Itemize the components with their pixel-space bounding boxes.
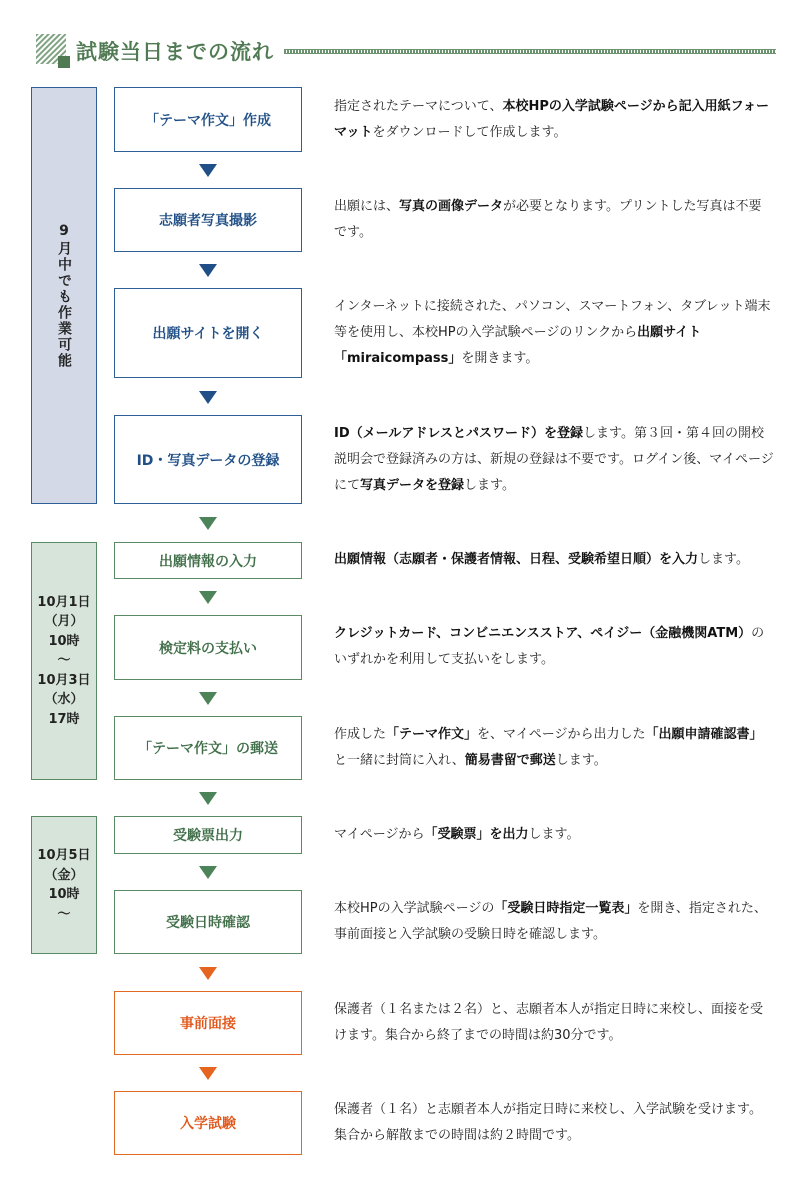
description-emphasis: 「出願申請確認書」 bbox=[645, 727, 763, 742]
description-text: します。 bbox=[464, 478, 515, 493]
down-arrow-icon bbox=[199, 692, 217, 705]
description-emphasis: 本校HPの入学試験ページから記入用紙フォーマット bbox=[334, 99, 769, 140]
step-exam-ticket-output: 受験票出力 bbox=[114, 816, 302, 854]
down-arrow-icon bbox=[199, 264, 217, 277]
step-description bbox=[334, 722, 774, 774]
down-arrow-icon bbox=[199, 866, 217, 879]
step-description bbox=[334, 194, 774, 246]
description-text: マイページから bbox=[334, 827, 425, 842]
description-emphasis: 出願サイト「miraicompass」 bbox=[334, 325, 702, 366]
description-text: のいずれかを利用して支払いをします。 bbox=[334, 626, 765, 667]
description-text: 本校HPの入学試験ページの bbox=[334, 901, 495, 916]
hatched-square-icon bbox=[36, 34, 70, 68]
description-emphasis: 「テーマ作文」 bbox=[386, 727, 478, 742]
period-label: 10月1日 （月） 10時 ～ 10月3日 （水） 17時 bbox=[37, 594, 91, 727]
section-header bbox=[36, 32, 776, 72]
header-rule bbox=[284, 49, 776, 54]
step-description bbox=[334, 896, 774, 948]
description-emphasis: 簡易書留で郵送 bbox=[464, 753, 556, 768]
description-text: を、マイページから出力した bbox=[477, 727, 646, 742]
step-fee-payment: 検定料の支払い bbox=[114, 615, 302, 680]
description-text: インターネットに接続された、パソコン、スマートフォン、タブレット端末等を使用し、本校HPの入学試験ページのリンクから bbox=[334, 299, 771, 340]
description-text: と一緒に封筒に入れ、 bbox=[334, 753, 465, 768]
step-description bbox=[334, 621, 774, 673]
description-text: をダウンロードして作成します。 bbox=[372, 125, 567, 140]
step-description bbox=[334, 294, 774, 372]
description-text: 出願には、 bbox=[334, 199, 400, 214]
down-arrow-icon bbox=[199, 1067, 217, 1080]
description-text: します。第３回・第４回の開校説明会で登録済みの方は、新規の登録は不要です。ログイン後、マイページにて bbox=[334, 426, 774, 493]
step-description bbox=[334, 421, 774, 499]
period-label: 10月5日 （金） 10時 ～ bbox=[37, 848, 91, 922]
down-arrow-icon bbox=[199, 164, 217, 177]
description-text: します。 bbox=[555, 753, 607, 768]
step-exam-time-confirm: 受験日時確認 bbox=[114, 890, 302, 954]
step-description bbox=[334, 94, 774, 146]
description-emphasis: ID（メールアドレスとパスワード）を登録 bbox=[334, 426, 583, 441]
step-description bbox=[334, 822, 774, 848]
period-label: 9月中でも作業可能 bbox=[56, 222, 72, 369]
step-description bbox=[334, 1097, 774, 1149]
period-oct1-oct3 bbox=[31, 542, 97, 780]
description-text: を開きます。 bbox=[461, 351, 539, 366]
description-text: 保護者（１名または２名）と、志願者本人が指定日時に来校し、面接を受けます。集合から終了までの時間は約30分です。 bbox=[334, 1002, 764, 1043]
description-emphasis: クレジットカード、コンビニエンスストア、ペイジー（金融機関ATM） bbox=[334, 626, 752, 641]
down-arrow-icon bbox=[199, 391, 217, 404]
down-arrow-icon bbox=[199, 517, 217, 530]
page-title: 試験当日までの流れ bbox=[76, 40, 274, 64]
description-text: 保護者（１名）と志願者本人が指定日時に来校し、入学試験を受けます。集合から解散までの時間は約２時間です。 bbox=[334, 1102, 762, 1143]
period-oct5 bbox=[31, 816, 97, 954]
step-theme-essay-create: 「テーマ作文」作成 bbox=[114, 87, 302, 152]
down-arrow-icon bbox=[199, 792, 217, 805]
down-arrow-icon bbox=[199, 591, 217, 604]
period-september bbox=[31, 87, 97, 504]
description-text: します。 bbox=[528, 827, 580, 842]
step-application-info-input: 出願情報の入力 bbox=[114, 542, 302, 579]
description-text: が必要となります。プリントした写真は不要です。 bbox=[334, 199, 762, 240]
down-arrow-icon bbox=[199, 967, 217, 980]
description-emphasis: 「受験票」を出力 bbox=[424, 827, 529, 842]
step-pre-interview: 事前面接 bbox=[114, 991, 302, 1055]
description-emphasis: 写真の画像データ bbox=[399, 199, 504, 214]
step-id-photo-registration: ID・写真データの登録 bbox=[114, 415, 302, 504]
description-emphasis: 出願情報（志願者・保護者情報、日程、受験希望日順）を入力 bbox=[334, 552, 699, 567]
step-description bbox=[334, 997, 774, 1049]
description-emphasis: 写真データを登録 bbox=[360, 478, 465, 493]
step-applicant-photo: 志願者写真撮影 bbox=[114, 188, 302, 252]
step-open-application-site: 出願サイトを開く bbox=[114, 288, 302, 378]
description-text: 作成した bbox=[334, 727, 387, 742]
description-text: します。 bbox=[698, 552, 749, 567]
step-description bbox=[334, 547, 774, 573]
description-text: 指定されたテーマについて、 bbox=[334, 99, 503, 114]
description-text: を開き、指定された、事前面接と入学試験の受験日時を確認します。 bbox=[334, 901, 767, 942]
description-emphasis: 「受験日時指定一覧表」 bbox=[494, 901, 638, 916]
step-theme-essay-mail: 「テーマ作文」の郵送 bbox=[114, 716, 302, 780]
step-entrance-exam: 入学試験 bbox=[114, 1091, 302, 1155]
